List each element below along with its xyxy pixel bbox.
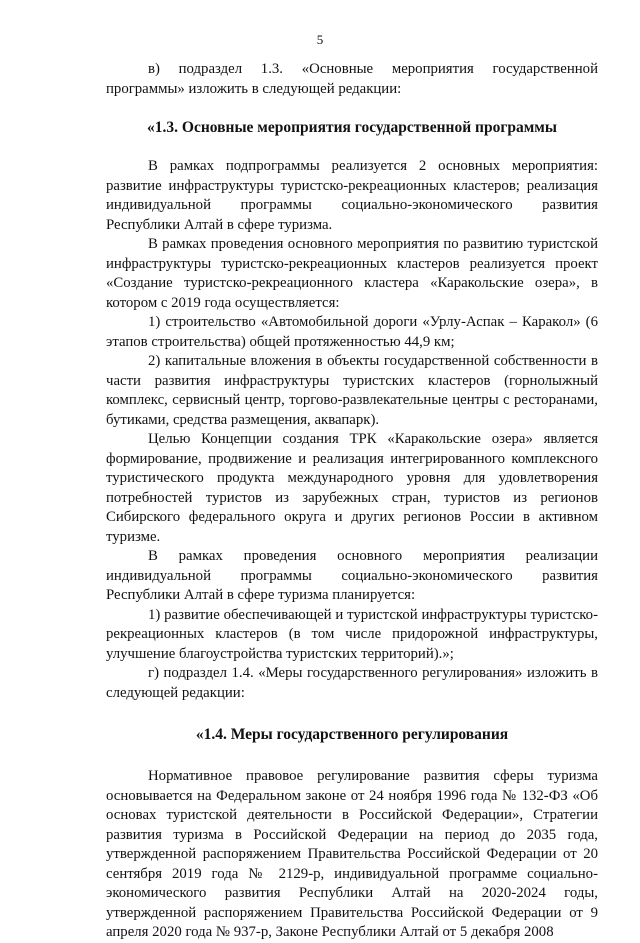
document-body [106,60,598,943]
list-item-paragraph: 2) капитальные вложения в объекты государственной собственности в части развития инфраструктуры туристских кластеров (горнолыжный комплекс, сервисный центр, торгово-развлекательные центры с ресторанами, бутиками, средства размещения, аквапарк). [106,353,598,428]
spacer [106,745,598,767]
paragraph: В рамках подпрограммы реализуется 2 основных мероприятия: развитие инфраструктуры туристско-рекреационных кластеров; реализация индивидуальной программы социально-экономического развития Республики Алтай в сфере туризма. [106,158,598,233]
spacer [106,99,598,118]
spacer [106,138,598,157]
page-number: 5 [316,32,324,47]
paragraph-intro-1-3: в) подраздел 1.3. «Основные мероприятия государственной программы» изложить в следующей редакции: [106,61,598,97]
list-item-paragraph: 1) развитие обеспечивающей и туристской инфраструктуры туристско-рекреационных кластеров (в том числе придорожной инфраструктуры, улучшение благоустройства туристских территорий).»; [106,606,598,662]
paragraph-intro-1-4: г) подраздел 1.4. «Меры государственного регулирования» изложить в следующей редакции: [106,665,598,701]
section-heading-1-3: «1.3. Основные мероприятия государственной программы [147,119,557,136]
spacer [106,703,598,725]
paragraph: В рамках проведения основного мероприятия по развитию туристской инфраструктуры туристско-рекреационных кластеров реализуется проект «Создание туристско-рекреационного кластера «Каракольские озера», в котором с 2019 года осуществляется: [106,236,598,311]
paragraph: Нормативное правовое регулирование развития сферы туризма основывается на Федеральном законе от 24 ноября 1996 года № 132-ФЗ «Об основах туристской деятельности в Российской Федерации», Стратегии развития туризма в Российской Федерации на период до 2035 года, утвержденной распоряжением Правительства Российской Федерации от 20 сентября 2019 года № 2129-р, индивидуальной программе социально-экономического развития Республики Алтай на 2020-2024 годы, утвержденной распоряжением Правительства Российской Федерации от 9 апреля 2020 года № 937-р, Законе Республики Алтай от 5 декабря 2008 [106,768,598,940]
section-heading-1-4: «1.4. Меры государственного регулирования [195,726,509,743]
paragraph: В рамках проведения основного мероприятия реализации индивидуальной программы социально-экономического развития Республики Алтай в сфере туризма планируется: [106,548,598,603]
paragraph: Целью Концепции создания ТРК «Каракольские озера» является формирование, продвижение и реализация интегрированного комплексного туристического продукта международного уровня для удовлетворения потребностей туристов из зарубежных стран, туристов из регионов Сибирского федерального округа и других регионов России в активном туризме. [106,431,598,545]
list-item-paragraph: 1) строительство «Автомобильной дороги «Урлу-Аспак – Каракол» (6 этапов строительства) общей протяженностью 44,9 км; [106,314,598,350]
